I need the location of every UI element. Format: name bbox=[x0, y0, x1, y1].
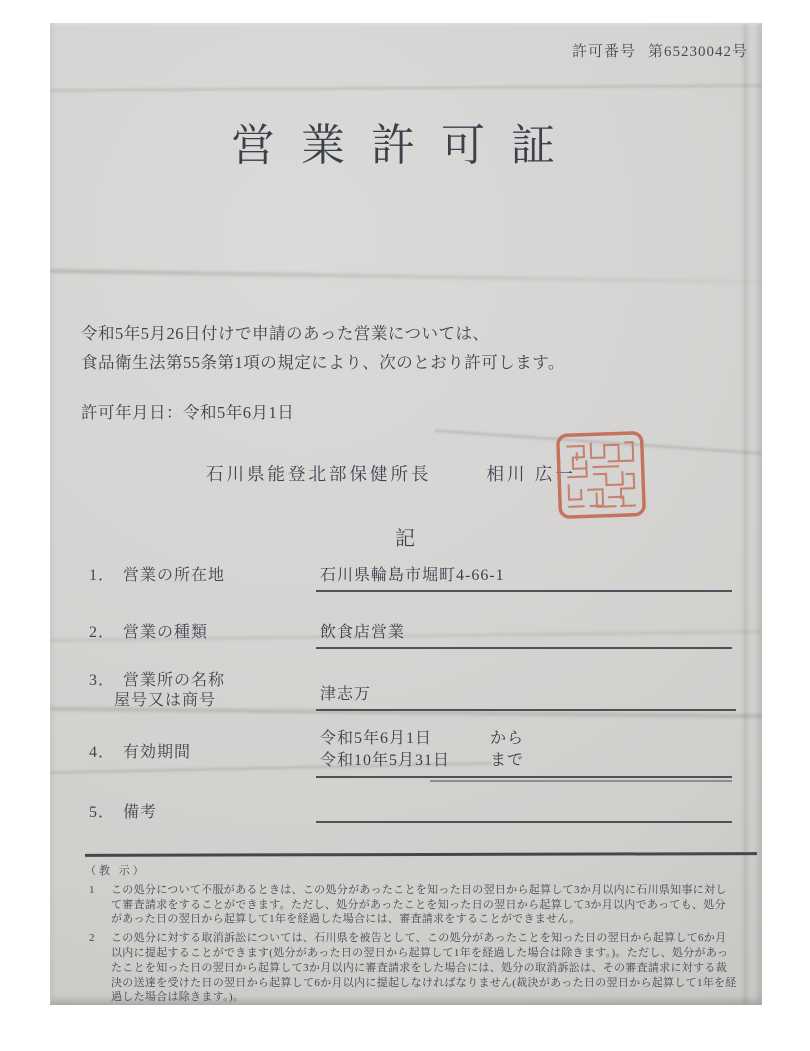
permit-date-label: 許可年月日： bbox=[81, 403, 183, 422]
official-seal-icon bbox=[553, 428, 648, 521]
permit-number-label: 許可番号 bbox=[571, 44, 636, 60]
validity-from-date: 令和5年6月1日 bbox=[320, 730, 433, 747]
permit-date-value: 令和5年6月1日 bbox=[183, 403, 295, 422]
intro-line-2: 食品衛生法第55条第1項の規定により、次のとおり許可します。 bbox=[81, 353, 565, 372]
item-label-line-1 bbox=[89, 671, 316, 691]
validity-to-line bbox=[316, 750, 732, 778]
item-value: 石川県輪島市堀町4-66-1 bbox=[320, 567, 505, 584]
form-row-business-type bbox=[89, 623, 732, 649]
item-number: 4． bbox=[89, 744, 116, 761]
item-value-line bbox=[316, 623, 732, 649]
validity-from-suffix: から bbox=[490, 730, 525, 747]
divider-line bbox=[85, 852, 757, 856]
item-label bbox=[89, 671, 316, 711]
item-label bbox=[89, 566, 316, 592]
item-label-text: 営業所の名称 bbox=[123, 672, 226, 689]
notice-item-text: この処分について不服があるときは、この処分があったことを知った日の翌日から起算して3か月以内に石川県知事に対して審査請求をすることができます。ただし、処分があったことを知った日の翌日から起算して3か月以内であっても、処分があった日の翌日から起算して1年を経過した場合には、審査請求をすることができません。 bbox=[111, 883, 727, 926]
stray-underline bbox=[430, 780, 732, 782]
issuer-title: 石川県能登北部保健所長 bbox=[206, 464, 432, 484]
item-value: 津志万 bbox=[320, 686, 372, 703]
item-label-text: 営業の所在地 bbox=[123, 567, 226, 584]
permit-date-line bbox=[81, 399, 294, 423]
form-row-validity-period bbox=[89, 728, 732, 778]
item-number: 1． bbox=[89, 567, 116, 584]
item-label bbox=[89, 803, 316, 823]
permit-number bbox=[572, 40, 748, 61]
permit-number-value: 第65230042号 bbox=[647, 44, 748, 60]
item-value: 飲食店営業 bbox=[320, 624, 406, 641]
item-number: 5． bbox=[89, 804, 116, 821]
document-title: 営業許可証 bbox=[231, 121, 581, 170]
item-label-text: 営業の種類 bbox=[123, 624, 209, 641]
notice-item-number: 2 bbox=[89, 932, 95, 945]
form-row-establishment-name bbox=[89, 671, 732, 711]
validity-values bbox=[316, 728, 732, 778]
notice-item bbox=[85, 883, 737, 927]
document-photo bbox=[50, 23, 762, 1005]
validity-to-suffix: まで bbox=[490, 752, 525, 769]
intro-line-1: 令和5年5月26日付けで申請のあった営業については、 bbox=[81, 324, 490, 343]
item-label-text: 有効期間 bbox=[123, 744, 192, 761]
issuer-name: 相川 広一 bbox=[486, 464, 576, 484]
item-value-line bbox=[316, 803, 732, 823]
item-label bbox=[89, 623, 316, 649]
validity-to-date: 令和10年5月31日 bbox=[320, 752, 451, 769]
item-value-line bbox=[316, 685, 736, 711]
form-row-location bbox=[89, 566, 732, 592]
validity-from-line bbox=[316, 728, 732, 750]
item-number: 3． bbox=[89, 672, 116, 689]
notice-item-number: 1 bbox=[89, 883, 95, 896]
item-value-line bbox=[316, 566, 732, 592]
form-row-remarks bbox=[89, 803, 732, 823]
notice-section bbox=[85, 864, 737, 1005]
paper-crease bbox=[50, 269, 762, 283]
notice-item-text: この処分に対する取消訴訟については、石川県を被告として、この処分があったことを知った日の翌日から起算して6か月以内に提起することができます(処分があった日の翌日から起算して1年を経過した場合は除きます。)。ただし、処分があったことを知った日の翌日から起算して3か月以内に審査請求をした場合には、処分の取消訴訟は、その審査請求に対する裁決の送達を受けた日の翌日から起算して6か月以内に提起しなければなりません(裁決があった日の翌日から起算して1年を経過した場合は除きます。)。 bbox=[111, 932, 737, 1004]
item-label bbox=[89, 728, 316, 778]
item-label-line-2: 屋号又は商号 bbox=[114, 692, 217, 709]
record-heading: 記 bbox=[395, 528, 417, 550]
item-label-text: 備考 bbox=[123, 804, 158, 821]
paper-crease bbox=[50, 85, 762, 92]
issuer-line bbox=[206, 461, 576, 486]
item-number: 2． bbox=[89, 624, 116, 641]
intro-paragraph bbox=[81, 319, 565, 377]
notice-heading: （教 示） bbox=[85, 865, 147, 877]
notice-item bbox=[85, 931, 737, 1005]
